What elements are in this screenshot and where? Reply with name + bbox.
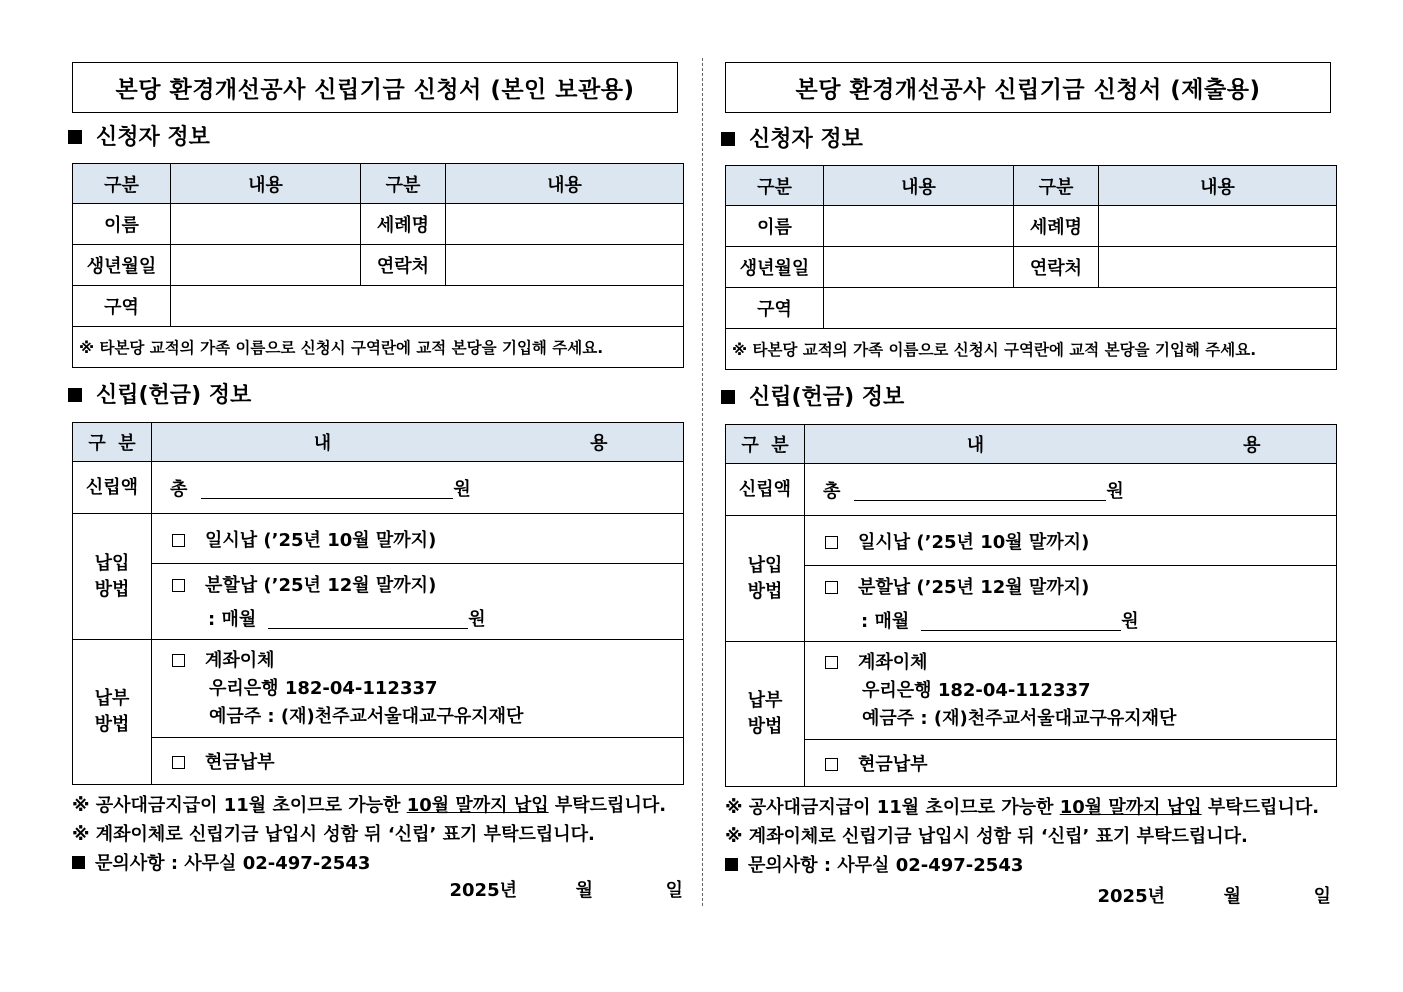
district-label: 구역 [73, 286, 171, 327]
header-category: 구분 [73, 164, 171, 204]
checkbox-icon[interactable] [825, 758, 838, 771]
date-line: 2025년 월 일 [449, 880, 683, 901]
amount-label: 신립액 [726, 464, 805, 516]
pledge-table [72, 422, 684, 785]
checkbox-icon[interactable] [172, 654, 185, 667]
contact-info: 문의사항 : 사무실 02-497-2543 [72, 849, 683, 878]
cash-option[interactable]: 현금납부 [805, 740, 1337, 787]
name-field[interactable] [824, 206, 1014, 247]
checkbox-icon[interactable] [825, 536, 838, 549]
transfer-option[interactable]: 계좌이체 우리은행 182-04-112337 예금주 : (재)천주교서울대교구유지재단 [152, 640, 684, 738]
checkbox-icon[interactable] [172, 534, 185, 547]
header-category: 구분 [726, 166, 824, 206]
payment-method-label: 납입 방법 [73, 514, 152, 640]
district-field[interactable] [171, 286, 684, 327]
applicant-note: ※ 타본당 교적의 가족 이름으로 신청시 구역란에 교적 본당을 기입해 주세요. [726, 329, 1337, 370]
payment-method-label: 납입 방법 [726, 516, 805, 642]
delivery-method-label: 납부 방법 [73, 640, 152, 785]
cash-option[interactable]: 현금납부 [152, 738, 684, 785]
amount-row: 총 원 [152, 462, 684, 514]
header-category: 구 분 [73, 423, 152, 462]
birthdate-label: 생년월일 [726, 247, 824, 288]
header-content: 내용 [446, 164, 684, 204]
transfer-note: ※ 계좌이체로 신립기금 납입시 성함 뒤 ‘신립’ 표기 부탁드립니다. [72, 824, 595, 845]
installment-option[interactable]: 분할납 (’25년 12월 말까지) : 매월 원 [152, 564, 684, 640]
cut-line [702, 58, 703, 906]
baptismal-name-label: 세례명 [1014, 206, 1099, 247]
footer-notes [725, 793, 1336, 880]
contact-label: 연락처 [361, 245, 446, 286]
lump-sum-option[interactable]: 일시납 (’25년 10월 말까지) [152, 514, 684, 564]
amount-row: 총 원 [805, 464, 1337, 516]
baptismal-name-field[interactable] [1099, 206, 1337, 247]
header-content: 내용 [824, 166, 1014, 206]
header-category: 구 분 [726, 425, 805, 464]
header-content: 내 용 [805, 425, 1337, 464]
applicant-note: ※ 타본당 교적의 가족 이름으로 신청시 구역란에 교적 본당을 기입해 주세요. [73, 327, 684, 368]
section-pledge-heading: 신립(헌금) 정보 [721, 386, 1336, 410]
checkbox-icon[interactable] [825, 581, 838, 594]
form-title: 본당 환경개선공사 신립기금 신청서 (본인 보관용) [72, 62, 678, 113]
applicant-table [72, 163, 684, 368]
monthly-amount-field[interactable] [921, 610, 1121, 631]
baptismal-name-field[interactable] [446, 204, 684, 245]
transfer-note: ※ 계좌이체로 신립기금 납입시 성함 뒤 ‘신립’ 표기 부탁드립니다. [725, 826, 1248, 847]
lump-sum-option[interactable]: 일시납 (’25년 10월 말까지) [805, 516, 1337, 566]
pledge-table [725, 424, 1337, 787]
district-field[interactable] [824, 288, 1337, 329]
district-label: 구역 [726, 288, 824, 329]
contact-field[interactable] [1099, 247, 1337, 288]
name-label: 이름 [73, 204, 171, 245]
square-bullet-icon [68, 388, 82, 402]
name-label: 이름 [726, 206, 824, 247]
deadline-note: ※ 공사대금지급이 11월 초이므로 가능한 10월 말까지 납입 부탁드립니다. [725, 797, 1320, 818]
section-applicant-heading: 신청자 정보 [68, 126, 683, 150]
date-line: 2025년 월 일 [1097, 886, 1331, 907]
header-category: 구분 [1014, 166, 1099, 206]
monthly-amount-field[interactable] [268, 608, 468, 629]
square-bullet-icon [721, 390, 735, 404]
header-category: 구분 [361, 164, 446, 204]
header-content: 내 용 [152, 423, 684, 462]
footer-notes [72, 791, 683, 878]
delivery-method-label: 납부 방법 [726, 642, 805, 787]
amount-label: 신립액 [73, 462, 152, 514]
form-title: 본당 환경개선공사 신립기금 신청서 (제출용) [725, 62, 1331, 113]
section-pledge-heading: 신립(헌금) 정보 [68, 384, 683, 408]
contact-info: 문의사항 : 사무실 02-497-2543 [725, 851, 1336, 880]
contact-field[interactable] [446, 245, 684, 286]
birthdate-field[interactable] [824, 247, 1014, 288]
amount-field[interactable] [854, 480, 1106, 501]
checkbox-icon[interactable] [172, 579, 185, 592]
installment-option[interactable]: 분할납 (’25년 12월 말까지) : 매월 원 [805, 566, 1337, 642]
header-content: 내용 [1099, 166, 1337, 206]
square-bullet-icon [72, 856, 85, 869]
transfer-option[interactable]: 계좌이체 우리은행 182-04-112337 예금주 : (재)천주교서울대교구유지재단 [805, 642, 1337, 740]
square-bullet-icon [68, 130, 82, 144]
name-field[interactable] [171, 204, 361, 245]
amount-field[interactable] [201, 478, 453, 499]
form-submission-copy [725, 62, 1336, 910]
square-bullet-icon [725, 858, 738, 871]
applicant-table [725, 165, 1337, 370]
header-content: 내용 [171, 164, 361, 204]
section-applicant-heading: 신청자 정보 [721, 128, 1336, 152]
checkbox-icon[interactable] [825, 656, 838, 669]
birthdate-label: 생년월일 [73, 245, 171, 286]
deadline-note: ※ 공사대금지급이 11월 초이므로 가능한 10월 말까지 납입 부탁드립니다. [72, 795, 667, 816]
baptismal-name-label: 세례명 [361, 204, 446, 245]
form-personal-copy [72, 62, 683, 904]
birthdate-field[interactable] [171, 245, 361, 286]
checkbox-icon[interactable] [172, 756, 185, 769]
square-bullet-icon [721, 132, 735, 146]
contact-label: 연락처 [1014, 247, 1099, 288]
